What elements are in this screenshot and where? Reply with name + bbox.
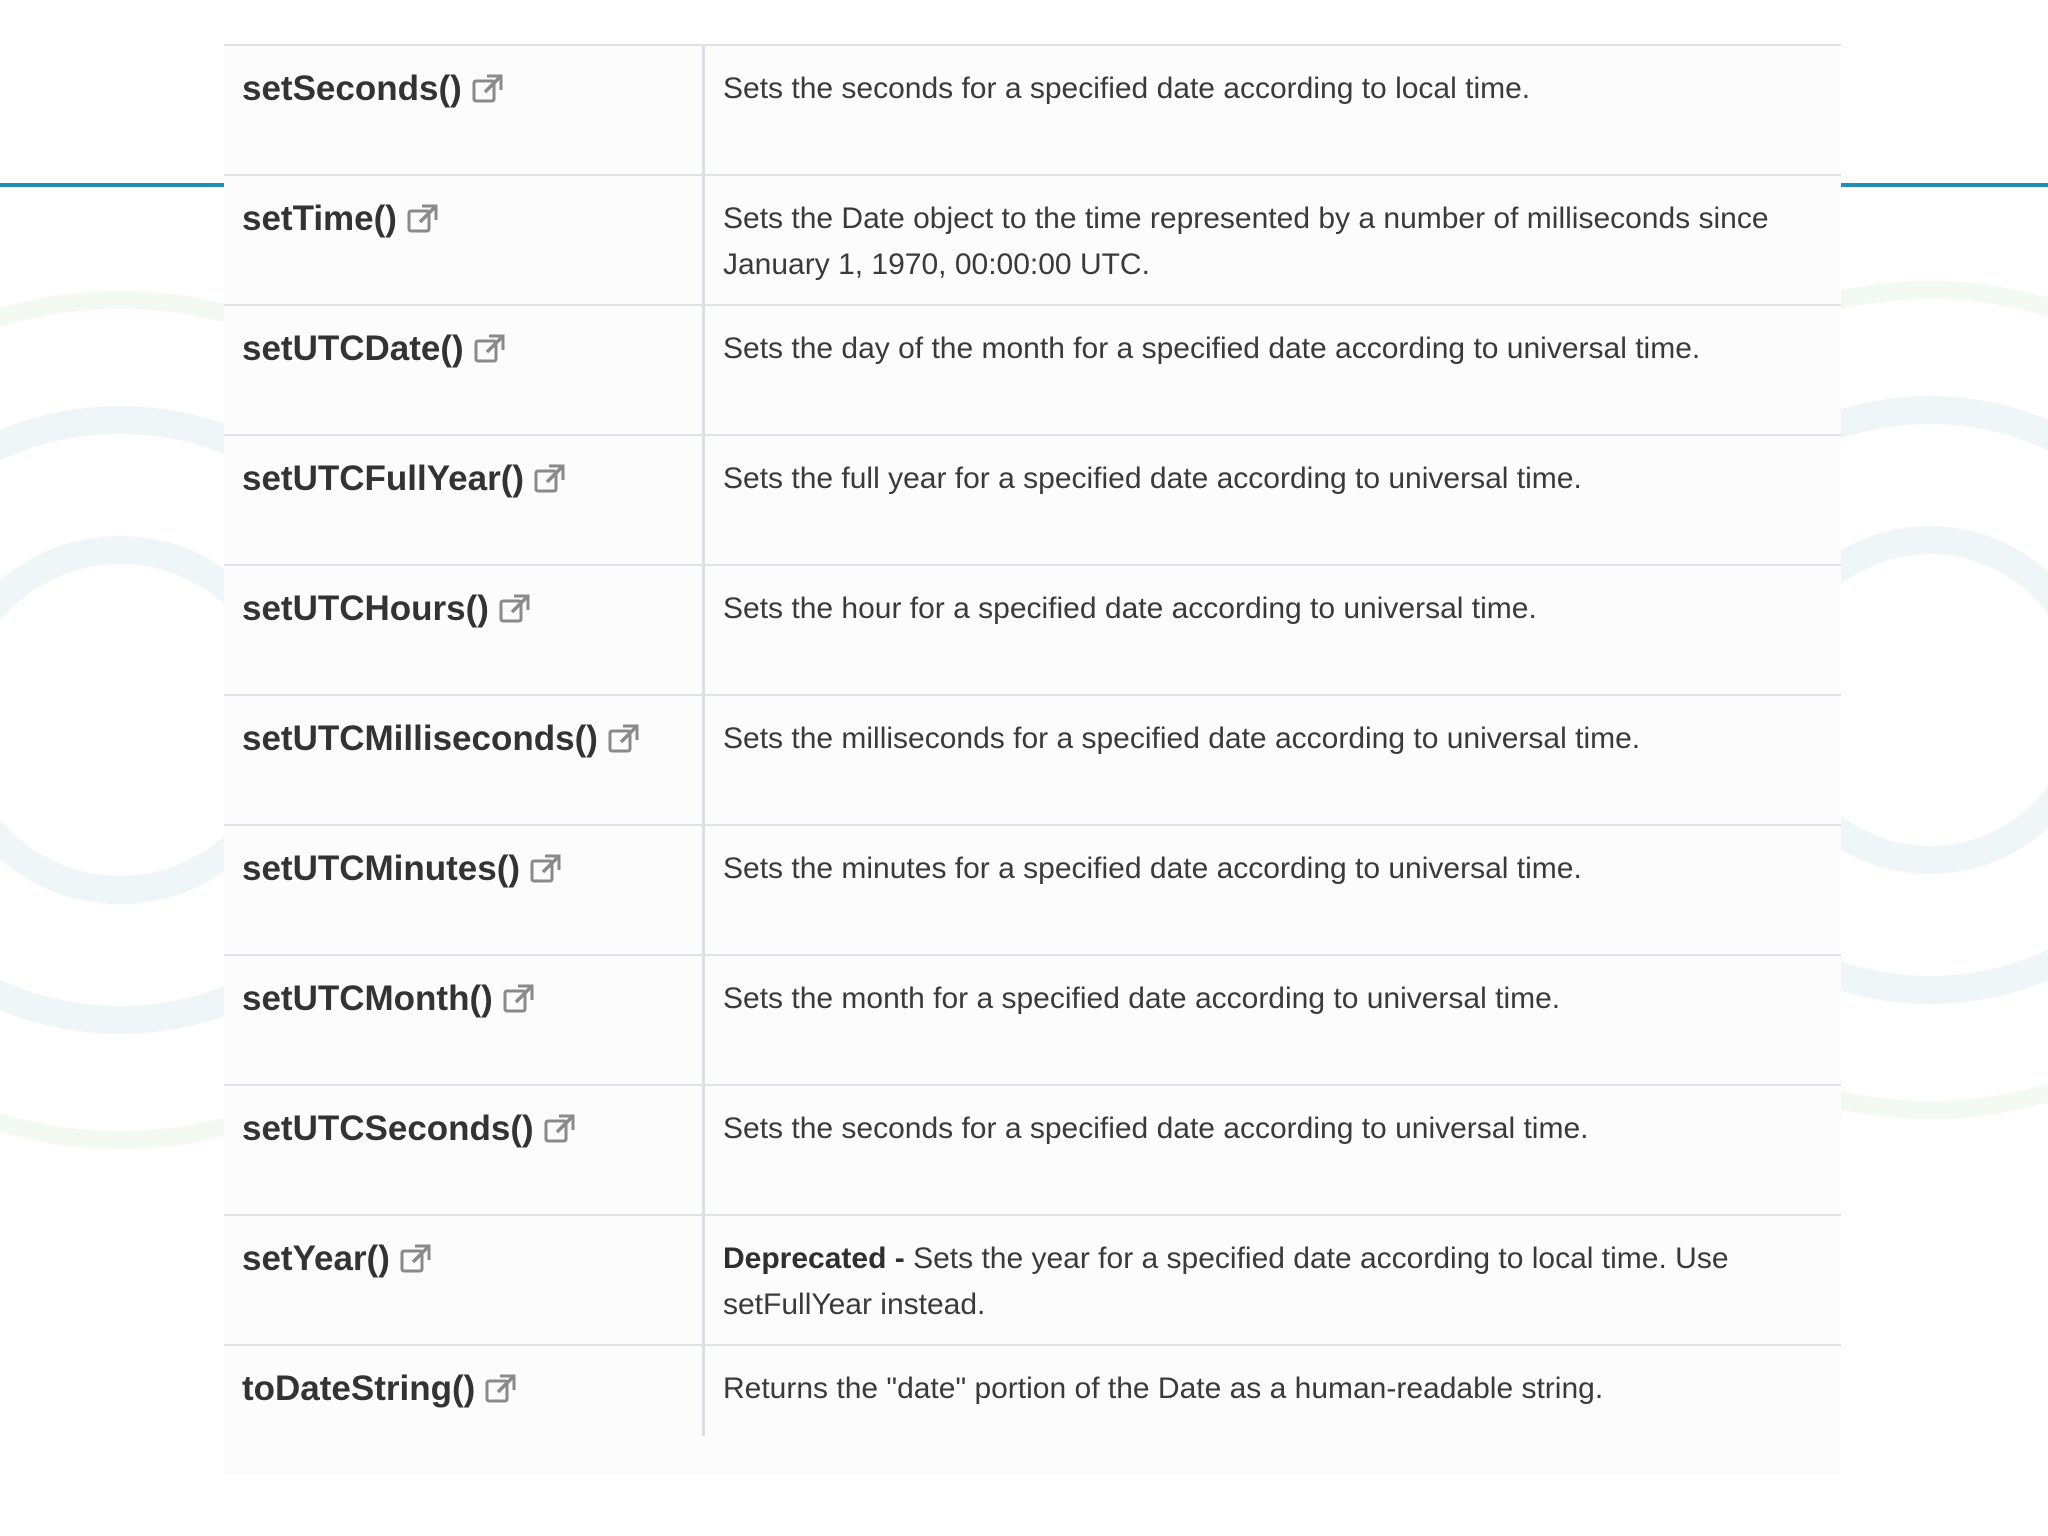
description-text: Sets the year for a specified date according to local time. Use setFullYear instead. [723, 1242, 1729, 1321]
external-link-icon[interactable] [607, 722, 641, 756]
method-cell [242, 719, 641, 759]
external-link-icon[interactable] [473, 332, 507, 366]
method-link-todatestring[interactable]: toDateString() [242, 1369, 476, 1408]
table-row [224, 1344, 1841, 1474]
external-link-icon[interactable] [399, 1242, 433, 1276]
description-cell: Sets the minutes for a specified date according to universal time. [723, 852, 1582, 885]
method-cell [242, 459, 567, 499]
external-link-icon[interactable] [533, 462, 567, 496]
method-link-setutcfullyear[interactable]: setUTCFullYear() [242, 459, 524, 498]
table-row [224, 44, 1841, 174]
table-row [224, 1084, 1841, 1214]
description-cell: Sets the seconds for a specified date according to local time. [723, 72, 1531, 105]
method-cell [242, 1239, 433, 1279]
description-cell: Sets the milliseconds for a specified date according to universal time. [723, 722, 1641, 755]
deprecated-label: Deprecated - [723, 1242, 905, 1275]
method-link-setseconds[interactable]: setSeconds() [242, 69, 462, 108]
external-link-icon[interactable] [502, 982, 536, 1016]
external-link-icon[interactable] [498, 592, 532, 626]
method-link-settime[interactable]: setTime() [242, 199, 397, 238]
method-link-setyear[interactable]: setYear() [242, 1239, 390, 1278]
method-cell [242, 589, 532, 629]
table-row [224, 564, 1841, 694]
table-row [224, 824, 1841, 954]
description-cell: Returns the "date" portion of the Date as a human-readable string. [723, 1372, 1604, 1405]
method-cell [242, 849, 563, 889]
method-link-setutchours[interactable]: setUTCHours() [242, 589, 489, 628]
description-cell: Sets the Date object to the time represented by a number of milliseconds since January 1, 1970, 00:00:00 UTC. [723, 202, 1769, 281]
description-cell: Sets the hour for a specified date according to universal time. [723, 592, 1537, 625]
method-link-setutcdate[interactable]: setUTCDate() [242, 329, 464, 368]
method-cell [242, 69, 505, 109]
description-cell: Sets the seconds for a specified date according to universal time. [723, 1112, 1589, 1145]
table-row [224, 1214, 1841, 1344]
description-cell [723, 1236, 1813, 1328]
external-link-icon[interactable] [529, 852, 563, 886]
table-row [224, 434, 1841, 564]
method-cell [242, 1109, 577, 1149]
method-cell [242, 1369, 518, 1409]
accent-line-right [1840, 183, 2048, 187]
external-link-icon[interactable] [471, 72, 505, 106]
table-row [224, 954, 1841, 1084]
table-row [224, 174, 1841, 304]
description-cell: Sets the full year for a specified date according to universal time. [723, 462, 1582, 495]
table-row [224, 304, 1841, 434]
accent-line-left [0, 183, 225, 187]
external-link-icon[interactable] [543, 1112, 577, 1146]
external-link-icon[interactable] [484, 1372, 518, 1406]
method-link-setutcmonth[interactable]: setUTCMonth() [242, 979, 493, 1018]
method-cell [242, 199, 440, 239]
method-link-setutcseconds[interactable]: setUTCSeconds() [242, 1109, 534, 1148]
methods-table [224, 44, 1841, 1474]
method-cell [242, 979, 536, 1019]
method-link-setutcmilliseconds[interactable]: setUTCMilliseconds() [242, 719, 598, 758]
external-link-icon[interactable] [406, 202, 440, 236]
method-cell [242, 329, 507, 369]
method-link-setutcminutes[interactable]: setUTCMinutes() [242, 849, 521, 888]
description-cell: Sets the day of the month for a specified date according to universal time. [723, 332, 1701, 365]
table-row [224, 694, 1841, 824]
description-cell: Sets the month for a specified date according to universal time. [723, 982, 1561, 1015]
